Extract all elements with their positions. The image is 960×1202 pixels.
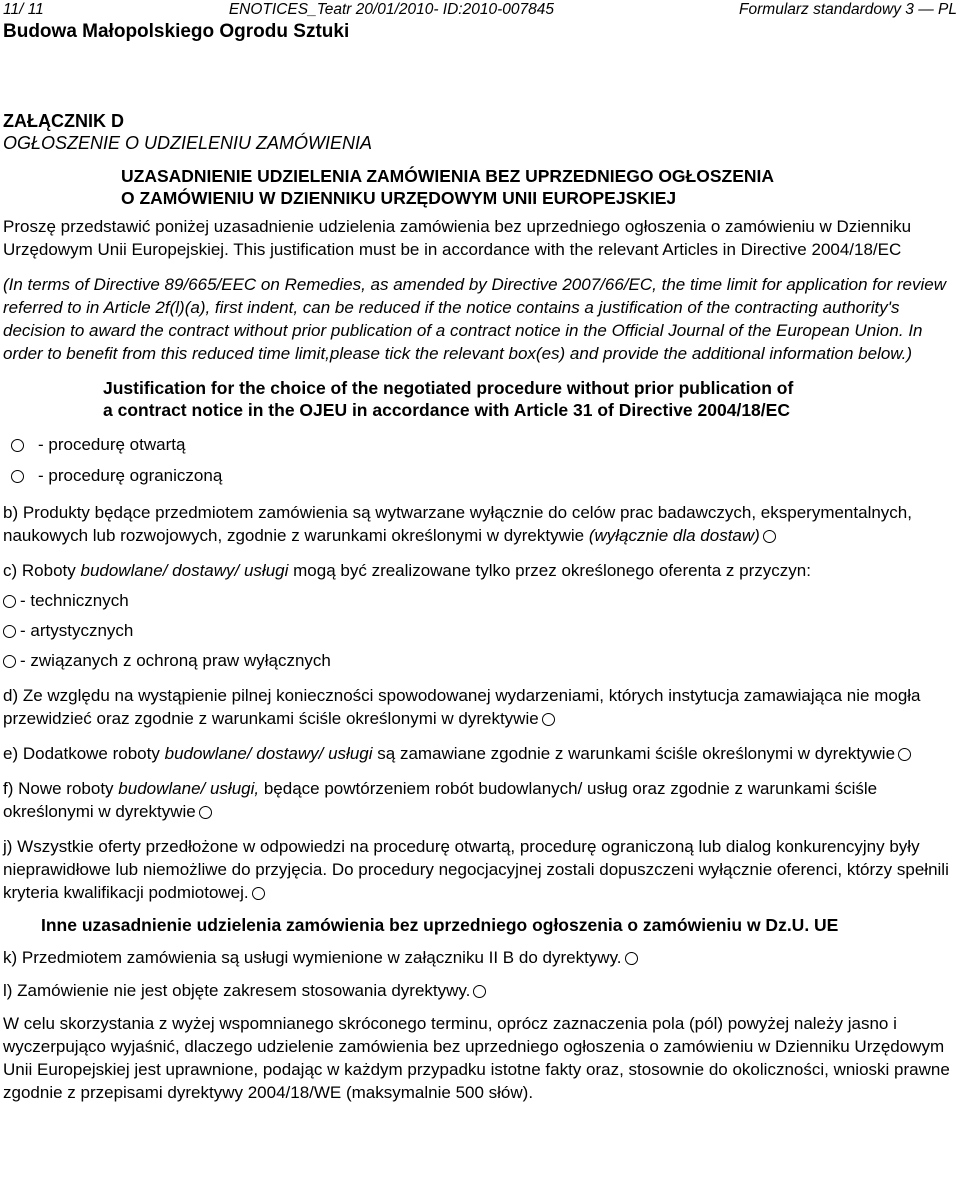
justification-intro [3,215,957,261]
radio-item-b[interactable] [763,530,776,543]
radio-item-j[interactable] [252,887,265,900]
radio-item-k[interactable] [625,952,638,965]
item-d-text: d) Ze względu na wystąpienie pilnej konieczności spowodowanej wydarzeniami, których instytucja zamawiająca nie mogła przewidzieć oraz zgodnie z warunkami ściśle określonymi w dyrektywie [3,686,921,728]
item-f-italic: budowlane/ usługi, [118,779,260,798]
item-c-text-2: mogą być zrealizowane tylko przez określonego oferenta z przyczyn: [293,561,811,580]
justification-heading-line1: UZASADNIENIE UDZIELENIA ZAMÓWIENIA BEZ UPRZEDNIEGO OGŁOSZENIA [121,166,775,186]
radio-open-procedure[interactable] [11,439,24,452]
justification-heading [3,165,957,209]
closing-paragraph: W celu skorzystania z wyżej wspomnianego skróconego terminu, oprócz zaznaczenia pola (pól) powyżej należy jasno i wyczerpująco wyjaśnić, dlaczego udzielenie zamówienia bez uprzedniego ogłoszenia o zamówieniu w Dzienniku Urzędowym Unii Europejskiej jest uprawnione, podając w każdym przypadku istotne fakty oraz, stosownie do okoliczności, wnioski prawne zgodnie z przepisami dyrektywy 2004/18/WE (maksymalnie 500 słów). [3,1014,950,1102]
item-c [3,559,957,582]
page-header [3,0,957,19]
remedies-note [3,273,957,365]
item-f-text-1: f) Nowe roboty [3,779,114,798]
radio-item-l[interactable] [473,985,486,998]
option-technical-label: - technicznych [20,591,129,610]
option-open-procedure[interactable] [3,433,957,456]
item-j-text: j) Wszystkie oferty przedłożone w odpowiedzi na procedurę otwartą, procedurę ograniczoną lub dialog konkurencyjny były nieprawidłowe lub niemożliwe do przyjęcia. Do procedury negocjacyjnej zostali dopuszczeni wyłącznie oferenci, którzy spełnili kryteria kwalifikacji podmiotowej. [3,837,949,902]
justification-heading-line2: O ZAMÓWIENIU W DZIENNIKU URZĘDOWYM UNII EUROPEJSKIEJ [121,188,677,208]
item-e-text-2: są zamawiane zgodnie z warunkami ściśle określonymi w dyrektywie [377,744,896,763]
radio-item-f[interactable] [199,806,212,819]
document-page [3,0,957,1104]
notice-source: ENOTICES_Teatr 20/01/2010- ID:2010-007845 [228,1,554,18]
option-restricted-procedure-label: - procedurę ograniczoną [38,466,223,485]
item-l-text: l) Zamówienie nie jest objęte zakresem stosowania dyrektywy. [3,981,471,1000]
radio-item-d[interactable] [542,713,555,726]
option-artistic-label: - artystycznych [20,621,134,640]
intro-english: This justification must be in accordance with the relevant Articles in Directive 2004/18/EC [233,240,902,259]
negotiated-heading-line1: Justification for the choice of the negotiated procedure without prior publication of [103,378,794,398]
item-c-text-1: c) Roboty [3,561,76,580]
option-technical[interactable] [3,589,957,612]
annex-title: ZAŁĄCZNIK D [3,111,124,131]
option-exclusive-rights[interactable] [3,649,957,672]
item-j [3,835,957,904]
item-b-note: (wyłącznie dla dostaw) [588,526,760,545]
option-artistic[interactable] [3,619,957,642]
form-name: Formularz standardowy 3 — PL [739,1,957,18]
item-e [3,742,957,765]
remedies-note-part2: In order to benefit from this reduced time limit,please tick the relevant box(es) and provide the additional information below.) [3,321,923,363]
item-f [3,777,957,823]
item-k [3,946,957,969]
item-e-italic: budowlane/ dostawy/ usługi [164,744,373,763]
item-f-text-2: będące powtórzeniem robót budowlanych/ usług oraz zgodnie z warunkami ściśle określonymi w dyrektywie [3,779,878,821]
remedies-note-part1: (In terms of Directive 89/665/EEC on Remedies, as amended by Directive 2007/66/EC, the time limit for application for review referred to in Article 2f(l)(a), first indent, can be reduced if the notice contains a justification of the contracting authority's decision to award the contract without prior publication of a contract notice in the Official Journal of the European Union. [3,275,946,340]
other-justification-heading: Inne uzasadnienie udzielenia zamówienia bez uprzedniego ogłoszenia o zamówieniu w Dz.U. UE [41,915,839,935]
radio-artistic[interactable] [3,625,16,638]
option-exclusive-rights-label: - związanych z ochroną praw wyłącznych [20,651,331,670]
item-l [3,979,957,1002]
radio-item-e[interactable] [898,748,911,761]
option-open-procedure-label: - procedurę otwartą [38,435,186,454]
item-c-italic: budowlane/ dostawy/ usługi [80,561,289,580]
item-d [3,684,957,730]
item-e-text-1: e) Dodatkowe roboty [3,744,160,763]
negotiated-heading-line2: a contract notice in the OJEU in accordance with Article 31 of Directive 2004/18/EC [103,400,790,420]
item-b-text: b) Produkty będące przedmiotem zamówienia są wytwarzane wyłącznie do celów prac badawczych, eksperymentalnych, naukowych lub rozwojowych, zgodnie z warunkami określonymi w dyrektywie [3,503,912,545]
radio-exclusive-rights[interactable] [3,655,16,668]
radio-technical[interactable] [3,595,16,608]
radio-restricted-procedure[interactable] [11,470,24,483]
item-k-text: k) Przedmiotem zamówienia są usługi wymienione w załączniku II B do dyrektywy. [3,948,622,967]
page-number: 11/ 11 [3,1,44,18]
option-restricted-procedure[interactable] [3,464,957,487]
intro-polish: Proszę przedstawić poniżej uzasadnienie udzielenia zamówienia bez uprzedniego ogłoszenia o zamówieniu w Dzienniku Urzędowym Unii Europejskiej. [3,217,912,259]
annex-subtitle: OGŁOSZENIE O UDZIELENIU ZAMÓWIENIA [3,133,373,153]
negotiated-heading [3,377,957,421]
document-title: Budowa Małopolskiego Ogrodu Sztuki [3,21,350,42]
item-b [3,501,957,547]
